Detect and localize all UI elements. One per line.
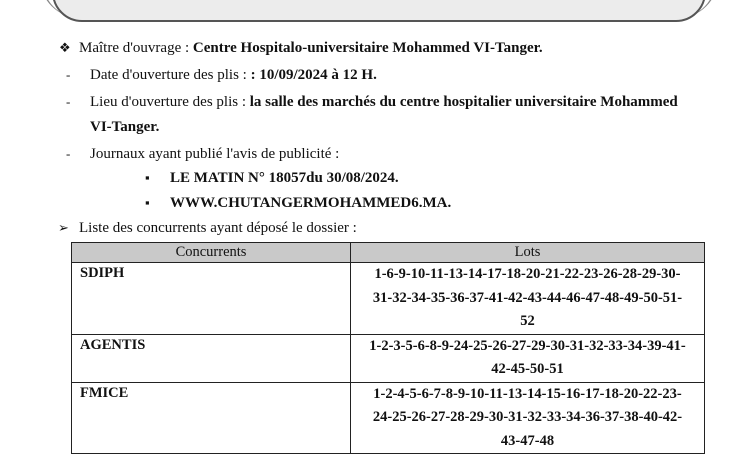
dash-bullet-icon: - — [66, 67, 71, 82]
table-row — [72, 334, 705, 382]
maitre-ouvrage — [79, 38, 543, 58]
journaux-label: Journaux ayant publié l'avis de publicité : — [90, 146, 340, 162]
table-row — [72, 263, 705, 335]
maitre-value: Centre Hospitalo-universitaire Mohammed VI-Tanger. — [192, 40, 543, 56]
arrow-bullet-icon: ➢ — [58, 220, 69, 235]
table-header-row — [72, 243, 705, 263]
date-label: Date d'ouverture des plis : — [90, 67, 251, 83]
header-frame — [52, 0, 706, 22]
maitre-label: Maître d'ouvrage : — [79, 40, 193, 56]
date-value: : 10/09/2024 à 12 H. — [250, 67, 377, 83]
square-bullet-icon: ▪ — [145, 170, 150, 185]
lieu-value-cont: VI-Tanger. — [90, 119, 160, 135]
date-ouverture — [90, 65, 377, 85]
concurrent-name: AGENTIS — [72, 334, 351, 382]
lieu-value: la salle des marchés du centre hospitalier universitaire Mohammed — [249, 94, 678, 110]
concurrents-table — [71, 242, 705, 454]
dash-bullet-icon: - — [66, 146, 71, 161]
lots-cell: 1-2-3-5-6-8-9-24-25-26-27-29-30-31-32-33-34-39-41- 42-45-50-51 — [351, 334, 705, 382]
journal-item: LE MATIN N° 18057du 30/08/2024. — [170, 170, 399, 186]
header-concurrents: Concurrents — [72, 243, 351, 263]
header-lots: Lots — [351, 243, 705, 263]
diamond-bullet-icon: ❖ — [59, 40, 71, 55]
dash-bullet-icon: - — [66, 94, 71, 109]
table-row — [72, 382, 705, 454]
concurrent-name: FMICE — [72, 382, 351, 454]
concurrent-name: SDIPH — [72, 263, 351, 335]
square-bullet-icon: ▪ — [145, 195, 150, 210]
lieu-label: Lieu d'ouverture des plis : — [90, 94, 250, 110]
lots-cell: 1-6-9-10-11-13-14-17-18-20-21-22-23-26-28-29-30- 31-32-34-35-36-37-41-42-43-44-46-47-48-49-50-51- 52 — [351, 263, 705, 335]
journal-item: WWW.CHUTANGERMOHAMMED6.MA. — [170, 195, 452, 211]
lieu-ouverture — [90, 92, 678, 112]
liste-label: Liste des concurrents ayant déposé le dossier : — [79, 220, 357, 236]
lots-cell: 1-2-4-5-6-7-8-9-10-11-13-14-15-16-17-18-20-22-23- 24-25-26-27-28-29-30-31-32-33-34-36-37-38-40-42- 43-47-48 — [351, 382, 705, 454]
